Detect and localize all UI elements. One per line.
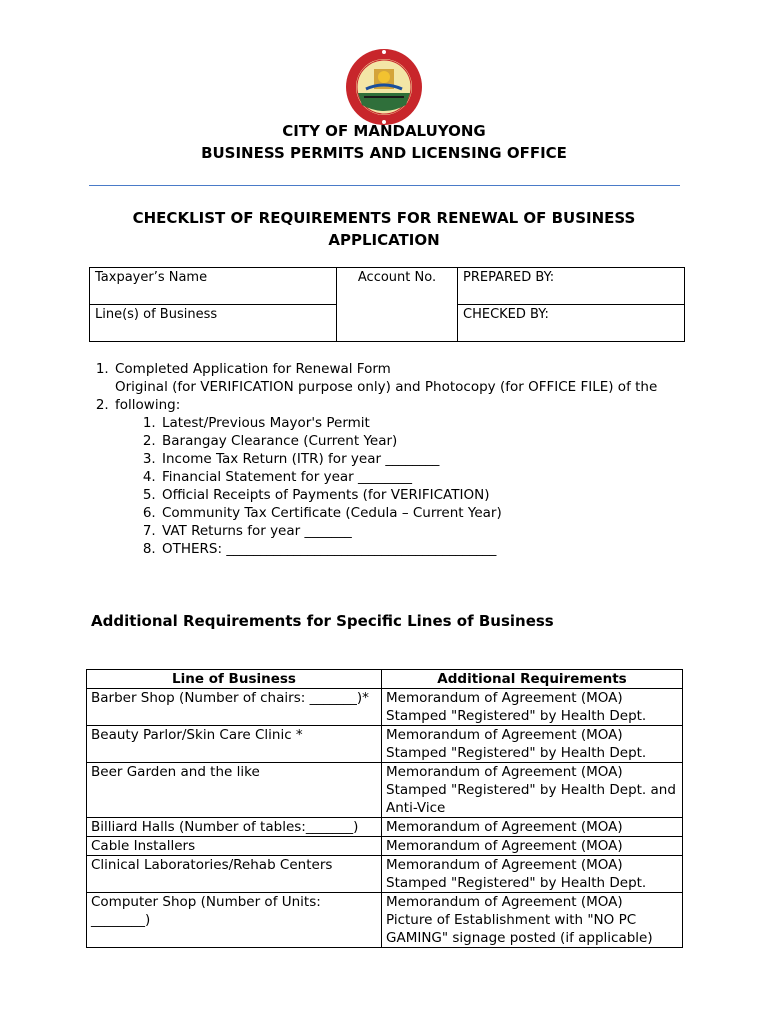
line-of-business-cell: Billiard Halls (Number of tables:_______) [87, 818, 382, 837]
line-of-business-cell: Computer Shop (Number of Units: ________) [87, 893, 382, 948]
additional-requirement-cell: Memorandum of Agreement (MOA) Stamped "Registered" by Health Dept. [382, 726, 683, 763]
sub-requirement-item: 1. Latest/Previous Mayor's Permit [160, 414, 675, 432]
additional-requirements-heading: Additional Requirements for Specific Lines of Business [91, 612, 554, 630]
city-name: CITY OF MANDALUYONG [282, 122, 486, 140]
table-row [87, 763, 683, 818]
line-of-business-cell: Clinical Laboratories/Rehab Centers [87, 856, 382, 893]
additional-requirements-table [86, 669, 683, 948]
line-of-business-cell: Beer Garden and the like [87, 763, 382, 818]
table-row [87, 837, 683, 856]
account-no-cell[interactable]: Account No. [337, 268, 458, 342]
table-row [87, 689, 683, 726]
additional-requirement-cell: Memorandum of Agreement (MOA) Stamped "Registered" by Health Dept. and Anti-Vice [382, 763, 683, 818]
table-row [87, 856, 683, 893]
requirements-list [91, 360, 675, 558]
additional-requirement-cell: Memorandum of Agreement (MOA) Stamped "Registered" by Health Dept. [382, 689, 683, 726]
office-name: BUSINESS PERMITS AND LICENSING OFFICE [201, 144, 567, 162]
sub-requirement-item: 5. Official Receipts of Payments (for VERIFICATION) [160, 486, 675, 504]
checked-by-cell[interactable]: CHECKED BY: [458, 305, 685, 342]
column-header-line-of-business: Line of Business [87, 670, 382, 689]
additional-requirement-cell: Memorandum of Agreement (MOA) [382, 837, 683, 856]
requirement-item-1: 1. Completed Application for Renewal Form [113, 360, 675, 378]
additional-requirement-cell: Memorandum of Agreement (MOA) Picture of Establishment with "NO PC GAMING" signage posted (if applicable) [382, 893, 683, 948]
lines-of-business-cell[interactable]: Line(s) of Business [90, 305, 337, 342]
taxpayer-name-cell[interactable]: Taxpayer’s Name [90, 268, 337, 305]
sub-requirement-item: 8. OTHERS: ________________________________________ [160, 540, 675, 558]
line-of-business-cell: Cable Installers [87, 837, 382, 856]
sub-requirement-item: 2. Barangay Clearance (Current Year) [160, 432, 675, 450]
sub-requirements-list [115, 414, 675, 558]
additional-requirement-cell: Memorandum of Agreement (MOA) Stamped "Registered" by Health Dept. [382, 856, 683, 893]
additional-requirement-cell: Memorandum of Agreement (MOA) [382, 818, 683, 837]
document-title-line1: CHECKLIST OF REQUIREMENTS FOR RENEWAL OF BUSINESS [132, 209, 636, 227]
sub-requirement-item: 4. Financial Statement for year ________ [160, 468, 675, 486]
header-divider [89, 185, 680, 186]
table-row [87, 818, 683, 837]
requirement-item-2 [113, 378, 675, 558]
document-title-line2: APPLICATION [328, 231, 440, 249]
sub-requirement-item: 6. Community Tax Certificate (Cedula – Current Year) [160, 504, 675, 522]
sub-requirement-item: 3. Income Tax Return (ITR) for year ________ [160, 450, 675, 468]
line-of-business-cell: Barber Shop (Number of chairs: _______)* [87, 689, 382, 726]
taxpayer-info-table [89, 267, 685, 342]
table-row [87, 726, 683, 763]
line-of-business-cell: Beauty Parlor/Skin Care Clinic * [87, 726, 382, 763]
prepared-by-cell[interactable]: PREPARED BY: [458, 268, 685, 305]
city-seal-logo [344, 47, 424, 127]
table-row [87, 893, 683, 948]
sub-requirement-item: 7. VAT Returns for year _______ [160, 522, 675, 540]
column-header-additional-requirements: Additional Requirements [382, 670, 683, 689]
requirement-item-2-text: Original (for VERIFICATION purpose only) and Photocopy (for OFFICE FILE) of the following: [115, 379, 658, 413]
